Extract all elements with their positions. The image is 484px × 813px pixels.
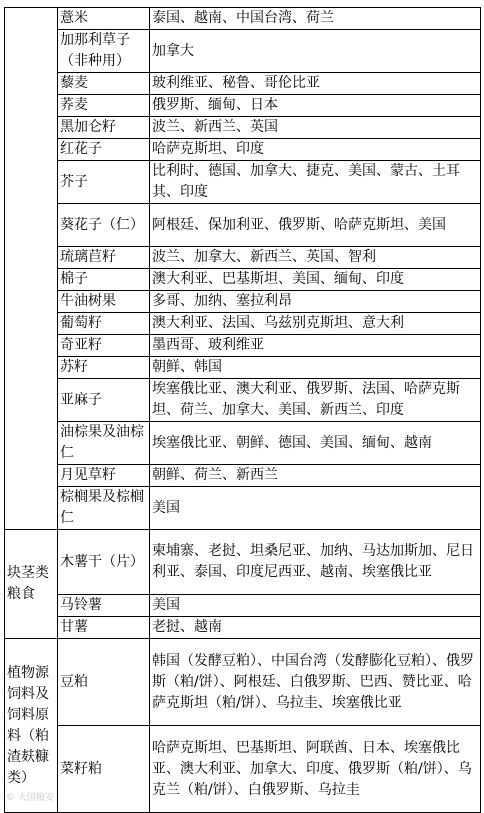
table-row <box>5 8 481 30</box>
countries-cell: 泰国、越南、中国台湾、荷兰 <box>150 8 481 30</box>
product-name-cell: 棉子 <box>58 269 150 291</box>
table-row <box>5 30 481 73</box>
countries-cell: 埃塞俄比亚、澳大利亚、俄罗斯、法国、哈萨克斯坦、荷兰、加拿大、美国、新西兰、印度 <box>150 379 481 422</box>
table-row <box>5 161 481 204</box>
table-row <box>5 379 481 422</box>
table-row <box>5 726 481 813</box>
countries-cell: 朝鲜、韩国 <box>150 357 481 379</box>
product-name-cell: 芥子 <box>58 161 150 204</box>
product-name-cell: 红花子 <box>58 139 150 161</box>
table-row <box>5 269 481 291</box>
product-name-cell: 奇亚籽 <box>58 335 150 357</box>
countries-cell: 韩国（发酵豆粕）、中国台湾（发酵膨化豆粕）、俄罗斯（粕/饼）、阿根廷、白俄罗斯、巴西、赞比亚、哈萨克斯坦（粕/饼）、乌拉圭、埃塞俄比亚 <box>150 639 481 726</box>
table-row <box>5 422 481 465</box>
countries-cell: 俄罗斯、缅甸、日本 <box>150 95 481 117</box>
table-body <box>5 8 481 813</box>
table-row <box>5 117 481 139</box>
countries-cell: 澳大利亚、巴基斯坦、美国、缅甸、印度 <box>150 269 481 291</box>
product-name-cell: 葡萄籽 <box>58 313 150 335</box>
table-row <box>5 291 481 313</box>
table-row <box>5 617 481 639</box>
table-row <box>5 335 481 357</box>
countries-cell: 墨西哥、玻利维亚 <box>150 335 481 357</box>
countries-cell: 加拿大 <box>150 30 481 73</box>
table-row <box>5 139 481 161</box>
watermark-text: © 大国粮安 <box>6 793 54 803</box>
table-row <box>5 530 481 595</box>
table-row <box>5 357 481 379</box>
countries-cell: 埃塞俄比亚、朝鲜、德国、美国、缅甸、越南 <box>150 422 481 465</box>
product-name-cell: 月见草籽 <box>58 465 150 487</box>
table-row <box>5 73 481 95</box>
product-name-cell: 油棕果及油棕仁 <box>58 422 150 465</box>
product-name-cell: 菜籽粕 <box>58 726 150 813</box>
table-row <box>5 247 481 269</box>
countries-cell: 比利时、德国、加拿大、捷克、美国、蒙古、土耳其、印度 <box>150 161 481 204</box>
countries-cell: 玻利维亚、秘鲁、哥伦比亚 <box>150 73 481 95</box>
table-row <box>5 487 481 530</box>
product-name-cell: 藜麦 <box>58 73 150 95</box>
table-row <box>5 465 481 487</box>
category-cell: 植物源饲料及饲料原料（粕渣麸糠类） <box>5 639 58 813</box>
table-row <box>5 595 481 617</box>
import-access-table <box>4 7 481 813</box>
product-name-cell: 葵花子（仁） <box>58 204 150 247</box>
product-name-cell: 甘薯 <box>58 617 150 639</box>
product-name-cell: 荞麦 <box>58 95 150 117</box>
product-name-cell: 苏籽 <box>58 357 150 379</box>
category-cell <box>5 8 58 530</box>
product-name-cell: 亚麻子 <box>58 379 150 422</box>
countries-cell: 朝鲜、荷兰、新西兰 <box>150 465 481 487</box>
table-row <box>5 204 481 247</box>
category-cell: 块茎类粮食 <box>5 530 58 639</box>
countries-cell: 阿根廷、保加利亚、俄罗斯、哈萨克斯坦、美国 <box>150 204 481 247</box>
product-name-cell: 木薯干（片） <box>58 530 150 595</box>
countries-cell: 哈萨克斯坦、巴基斯坦、阿联酋、日本、埃塞俄比亚、澳大利亚、加拿大、印度、俄罗斯（粕/饼）、乌克兰（粕/饼）、白俄罗斯、乌拉圭 <box>150 726 481 813</box>
product-name-cell: 加那利草子（非种用） <box>58 30 150 73</box>
countries-cell: 美国 <box>150 595 481 617</box>
countries-cell: 哈萨克斯坦、印度 <box>150 139 481 161</box>
product-name-cell: 马铃薯 <box>58 595 150 617</box>
product-name-cell: 薏米 <box>58 8 150 30</box>
product-name-cell: 黑加仑籽 <box>58 117 150 139</box>
table-row <box>5 639 481 726</box>
countries-cell: 老挝、越南 <box>150 617 481 639</box>
product-name-cell: 豆粕 <box>58 639 150 726</box>
countries-cell: 波兰、加拿大、新西兰、英国、智利 <box>150 247 481 269</box>
product-name-cell: 琉璃苣籽 <box>58 247 150 269</box>
product-name-cell: 棕榈果及棕榈仁 <box>58 487 150 530</box>
table-row <box>5 313 481 335</box>
countries-cell: 美国 <box>150 487 481 530</box>
countries-cell: 多哥、加纳、塞拉利昂 <box>150 291 481 313</box>
product-name-cell: 牛油树果 <box>58 291 150 313</box>
countries-cell: 柬埔寨、老挝、坦桑尼亚、加纳、马达加斯加、尼日利亚、泰国、印度尼西亚、越南、埃塞俄比亚 <box>150 530 481 595</box>
countries-cell: 波兰、新西兰、英国 <box>150 117 481 139</box>
countries-cell: 澳大利亚、法国、乌兹别克斯坦、意大利 <box>150 313 481 335</box>
table-row <box>5 95 481 117</box>
